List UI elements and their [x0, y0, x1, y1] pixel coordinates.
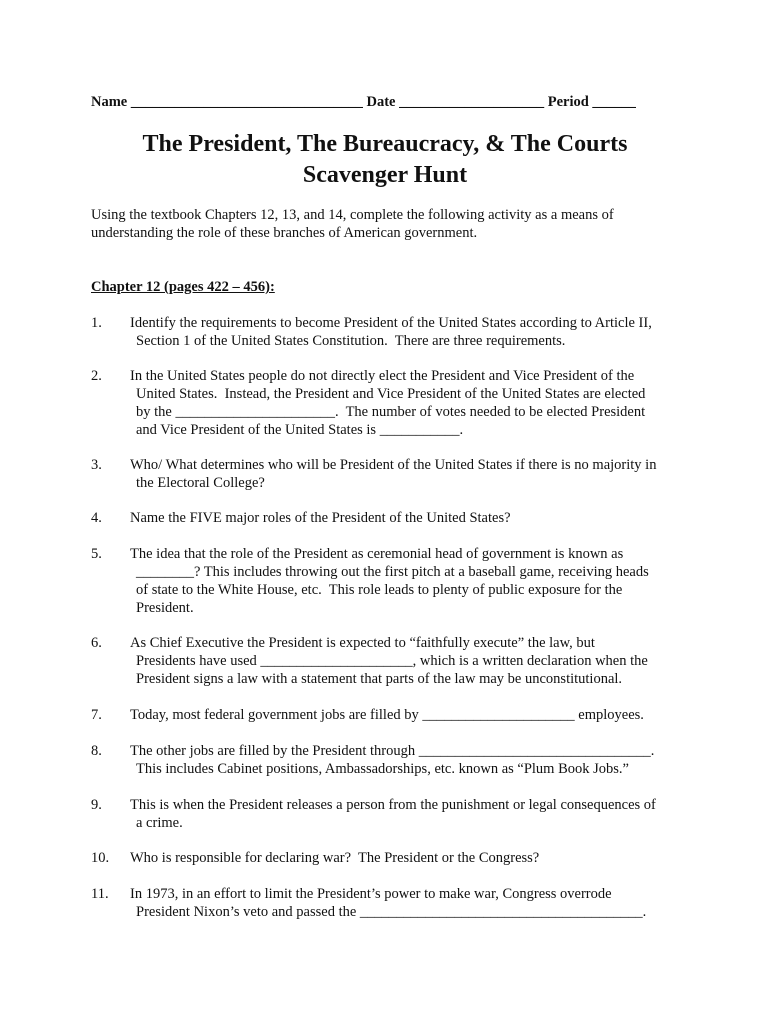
- question-number: 7.: [91, 707, 102, 723]
- instructions: [91, 206, 691, 242]
- question-number: 10.: [91, 850, 110, 866]
- question-text: This includes Cabinet positions, Ambassadorships, etc. known as “Plum Book Jobs.”: [136, 761, 629, 777]
- question-text: As Chief Executive the President is expected to “faithfully execute” the law, but: [130, 635, 595, 651]
- question-text: by the ______________________. The number of votes needed to be elected President: [136, 404, 646, 420]
- question-text: United States. Instead, the President and Vice President of the United States are elected: [136, 386, 646, 402]
- question-text: Section 1 of the United States Constitution. There are three requirements.: [136, 333, 566, 349]
- question-number: 2.: [91, 368, 102, 384]
- question-text: a crime.: [136, 815, 183, 831]
- question-text: President signs a law with a statement that parts of the law may be unconstitutional.: [136, 671, 623, 687]
- question-text: This is when the President releases a person from the punishment or legal consequences of: [130, 797, 656, 813]
- question-number: 5.: [91, 546, 102, 562]
- question-text: In the United States people do not directly elect the President and Vice President of the: [130, 368, 635, 384]
- question-number: 8.: [91, 743, 102, 759]
- question-text: Identify the requirements to become President of the United States according to Article II,: [130, 315, 652, 331]
- question-number: 4.: [91, 510, 102, 526]
- question-text: ________? This includes throwing out the first pitch at a baseball game, receiving heads: [136, 564, 649, 580]
- chapter-heading: Chapter 12 (pages 422 – 456):: [91, 279, 275, 295]
- question-text: In 1973, in an effort to limit the President’s power to make war, Congress overrode: [130, 886, 612, 902]
- question-number: 11.: [91, 886, 109, 902]
- question-text: President.: [136, 600, 194, 616]
- question-text: Who/ What determines who will be President of the United States if there is no majority in: [130, 457, 657, 473]
- question-text: Who is responsible for declaring war? The President or the Congress?: [130, 850, 540, 866]
- student-info-header: Name ________________________________ Date ____________________ Period ______: [91, 94, 636, 110]
- question-text: and Vice President of the United States is ___________.: [136, 422, 464, 438]
- question-text: President Nixon’s veto and passed the _______________________________________.: [136, 904, 647, 920]
- question-text: Name the FIVE major roles of the President of the United States?: [130, 510, 511, 526]
- question-number: 6.: [91, 635, 102, 651]
- question-text: Today, most federal government jobs are filled by _____________________ employees.: [130, 707, 644, 723]
- question-text: The other jobs are filled by the President through ________________________________.: [130, 743, 655, 759]
- question-number: 3.: [91, 457, 102, 473]
- page-title: The President, The Bureaucracy, & The Courts: [142, 131, 628, 157]
- question-number: 9.: [91, 797, 102, 813]
- instructions-line: understanding the role of these branches of American government.: [91, 225, 478, 241]
- question-text: The idea that the role of the President as ceremonial head of government is known as: [130, 546, 624, 562]
- question-text: Presidents have used _____________________, which is a written declaration when the: [136, 653, 648, 669]
- page-subtitle: Scavenger Hunt: [302, 162, 468, 188]
- question-text: the Electoral College?: [136, 475, 265, 491]
- question-text: of state to the White House, etc. This role leads to plenty of public exposure for the: [136, 582, 623, 598]
- instructions-line: Using the textbook Chapters 12, 13, and 14, complete the following activity as a means of: [91, 207, 614, 223]
- question-number: 1.: [91, 315, 102, 331]
